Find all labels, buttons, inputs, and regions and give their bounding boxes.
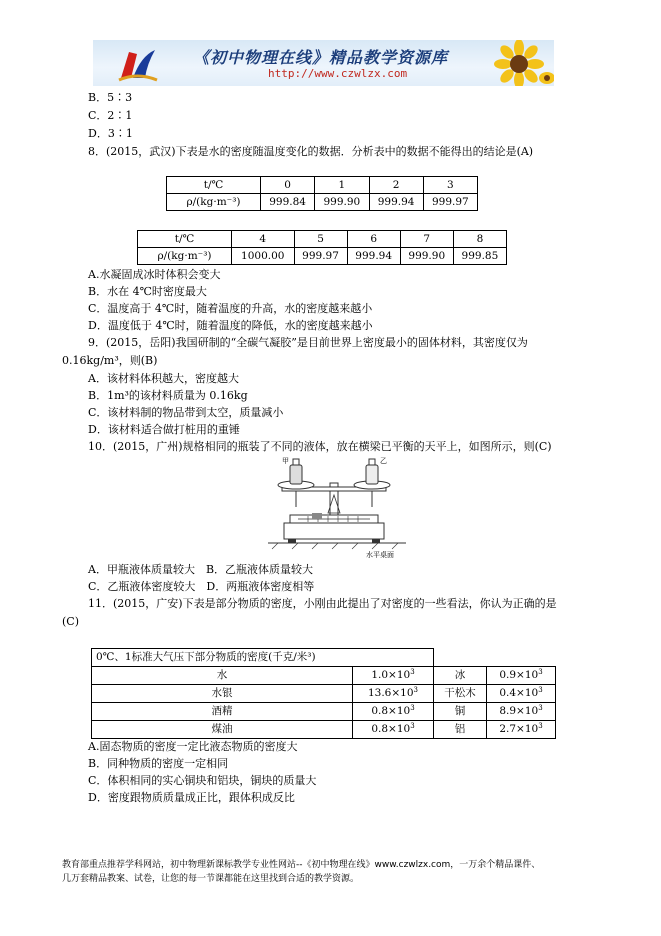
option-d: D．3∶1 — [88, 127, 133, 140]
q11-option-d: D．密度跟物质质量成正比，跟体积成反比 — [88, 791, 295, 804]
q8-option-a: A.水凝固成冰时体积会变大 — [88, 268, 221, 281]
q11-option-a: A.固态物质的密度一定比液态物质的密度大 — [88, 740, 298, 753]
density-value: $8.9\times 10^3$ — [487, 703, 556, 721]
q8-stem: 8．(2015，武汉)下表是水的密度随温度变化的数据．分析表中的数据不能得出的结论是(A) — [88, 145, 534, 158]
table-cell: 999.97 — [423, 194, 477, 211]
balance-figure — [268, 457, 408, 561]
substance-name: 酒精 — [92, 703, 353, 721]
logo-icon — [115, 44, 159, 84]
density-value: $0.8\times 10^3$ — [353, 721, 434, 739]
q8-option-d: D．温度低于 4℃时，随着温度的降低，水的密度越来越小 — [88, 319, 373, 332]
table-cell: 6 — [347, 231, 400, 248]
density-table-1 — [166, 176, 478, 211]
row-label: t/℃ — [138, 231, 232, 248]
table-cell: 999.94 — [347, 248, 400, 265]
footer-line-1: 教育部重点推荐学科网站，初中物理新课标教学专业性网站--《初中物理在线》www.czwlzx.com，一万余个精品课件、 — [62, 860, 541, 870]
q9-option-d: D．该材料适合做打桩用的重锤 — [88, 423, 240, 436]
q10-stem: 10．(2015，广州)规格相同的瓶装了不同的液体，放在横梁已平衡的天平上，如图所示，则(C) — [88, 440, 552, 453]
substance-name: 冰 — [434, 667, 487, 685]
table-cell: 5 — [294, 231, 347, 248]
page-footer — [62, 858, 540, 886]
density-value: $0.4\times 10^3$ — [487, 685, 556, 703]
table-cell: 2 — [369, 177, 423, 194]
substance-name: 铝 — [434, 721, 487, 739]
density-value: $2.7\times 10^3$ — [487, 721, 556, 739]
banner-title: 《初中物理在线》精品教学资源库 — [193, 48, 449, 67]
table-cell: 8 — [453, 231, 506, 248]
table-cell: 999.84 — [261, 194, 315, 211]
q9-option-a: A．该材料体积越大，密度越大 — [88, 372, 239, 385]
substance-name: 干松木 — [434, 685, 487, 703]
substance-name: 煤油 — [92, 721, 353, 739]
bottle-label-left: 甲 — [282, 457, 289, 465]
q11-stem-line1: 11．(2015，广安)下表是部分物质的密度，小刚由此提出了对密度的一些看法，你认为正确的是 — [88, 597, 557, 610]
table-header: 0℃、1标准大气压下部分物质的密度(千克/米³) — [92, 649, 434, 667]
q8-option-b: B．水在 4℃时密度最大 — [88, 285, 207, 298]
q11-option-b: B．同种物质的密度一定相同 — [88, 757, 229, 770]
table-cell: 4 — [232, 231, 295, 248]
table-cell: 1 — [315, 177, 369, 194]
substance-name: 水 — [92, 667, 353, 685]
q9-stem-line1: 9．(2015，岳阳)我国研制的“全碳气凝胶”是目前世界上密度最小的固体材料，其密度仅为 — [88, 336, 528, 349]
row-label: ρ/(kg·m⁻³) — [167, 194, 261, 211]
option-b: B．5∶3 — [88, 91, 133, 104]
table-cell: 999.90 — [400, 248, 453, 265]
density-value: $0.8\times 10^3$ — [353, 703, 434, 721]
table-cell: 1000.00 — [232, 248, 295, 265]
q11-stem-line2: (C) — [62, 615, 79, 628]
q10-options-row1: A．甲瓶液体质量较大 B．乙瓶液体质量较大 — [88, 563, 314, 576]
bottle-label-right: 乙 — [380, 457, 387, 465]
substance-density-table — [91, 648, 556, 739]
q9-stem-line2: 0.16kg/m³，则(B) — [62, 354, 158, 367]
row-label: ρ/(kg·m⁻³) — [138, 248, 232, 265]
table-cell: 7 — [400, 231, 453, 248]
q9-option-c: C．该材料制的物品带到太空，质量减小 — [88, 406, 284, 419]
substance-name: 水银 — [92, 685, 353, 703]
density-value: $13.6\times 10^3$ — [353, 685, 434, 703]
q11-option-c: C．体积相同的实心铜块和铝块，铜块的质量大 — [88, 774, 317, 787]
sunflower-icon — [485, 40, 554, 86]
row-label: t/℃ — [167, 177, 261, 194]
option-c: C．2∶1 — [88, 109, 133, 122]
table-cell: 999.90 — [315, 194, 369, 211]
q9-option-b: B．1m³的该材料质量为 0.16kg — [88, 389, 248, 402]
table-cell: 3 — [423, 177, 477, 194]
table-cell: 999.94 — [369, 194, 423, 211]
header-banner — [93, 40, 554, 86]
density-value: $0.9\times 10^3$ — [487, 667, 556, 685]
banner-url[interactable]: http://www.czwlzx.com — [268, 67, 408, 80]
footer-line-2: 几万套精品教案、试卷，让您的每一节课都能在这里找到合适的教学资源。 — [62, 874, 360, 884]
q10-options-row2: C．乙瓶液体密度较大 D．两瓶液体密度相等 — [88, 580, 315, 593]
table-cell: 999.85 — [453, 248, 506, 265]
density-value: $1.0\times 10^3$ — [353, 667, 434, 685]
figure-caption: 水平桌面 — [366, 551, 394, 559]
q8-option-c: C．温度高于 4℃时，随着温度的升高，水的密度越来越小 — [88, 302, 373, 315]
substance-name: 铜 — [434, 703, 487, 721]
table-cell: 0 — [261, 177, 315, 194]
table-cell: 999.97 — [294, 248, 347, 265]
density-table-2 — [137, 230, 507, 265]
